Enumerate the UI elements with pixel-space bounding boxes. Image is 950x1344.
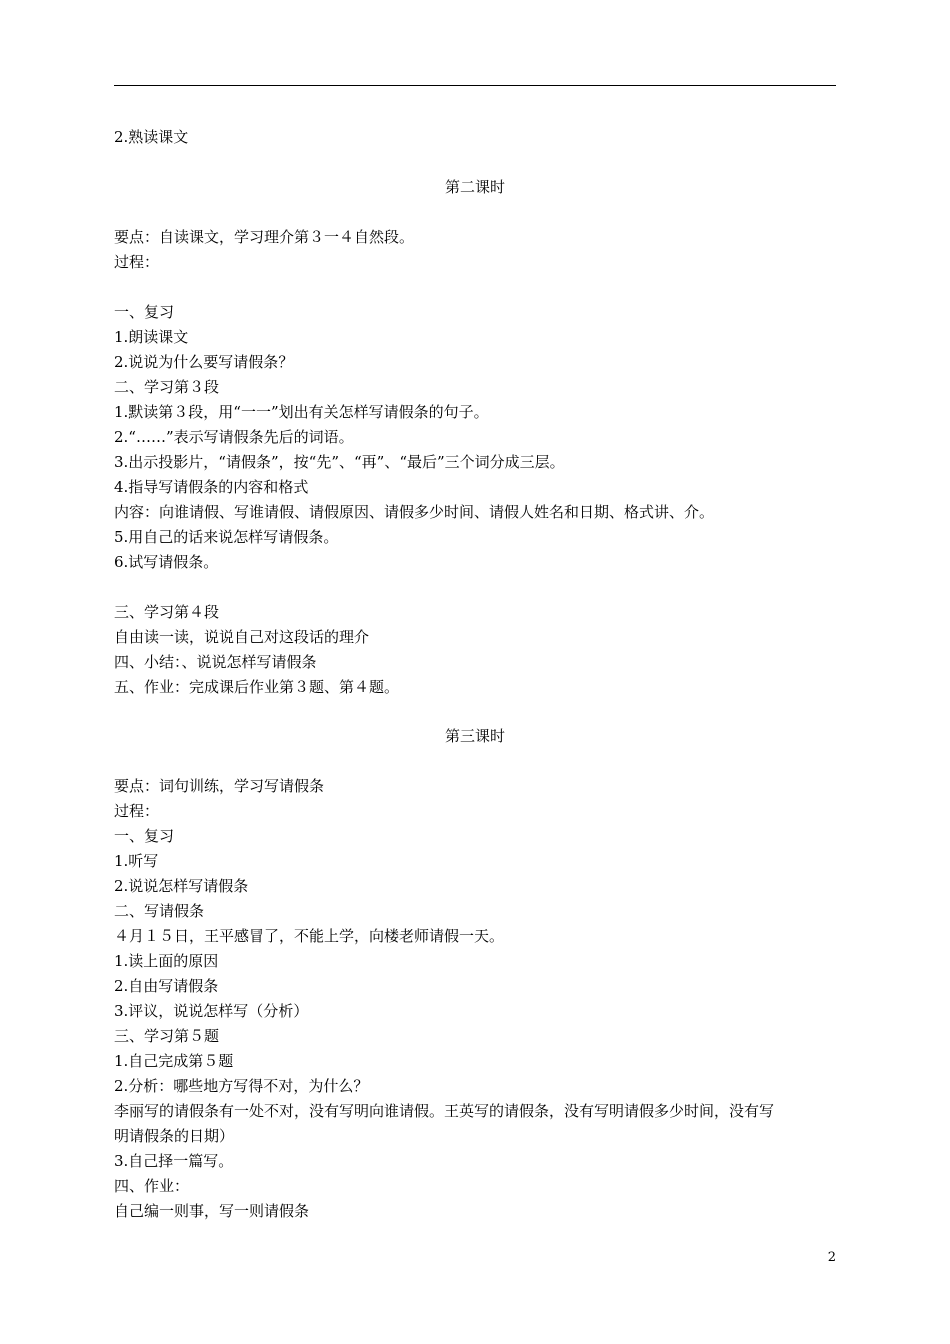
lesson3-line: 2.分析：哪些地方写得不对，为什么？ [114, 1077, 369, 1095]
page-number: 2 [827, 1250, 836, 1265]
lesson2-line: 2.“……”表示写请假条先后的词语。 [114, 428, 354, 446]
lesson2-line: 自由读一读，说说自己对这段话的理介 [114, 628, 370, 646]
lesson2-heading: 第二课时 [444, 178, 505, 196]
lesson2-line: 5.用自己的话来说怎样写请假条。 [114, 528, 339, 546]
lesson2-line: 一、复习 [114, 303, 175, 321]
lesson2-line: 二、学习第３段 [114, 378, 220, 396]
lesson2-line: 三、学习第４段 [114, 603, 220, 621]
lesson2-line: 6.试写请假条。 [114, 553, 219, 571]
lesson3-line: 3.评议，说说怎样写（分析） [114, 1002, 309, 1020]
lesson3-line: 二、写请假条 [114, 902, 205, 920]
lesson3-line: 李丽写的请假条有一处不对，没有写明向谁请假。王英写的请假条，没有写明请假多少时间，没有写 [114, 1102, 775, 1120]
lesson3-line: 1.听写 [114, 852, 159, 870]
lesson2-line: 五、作业：完成课后作业第３题、第４题。 [114, 678, 400, 696]
lesson3-line: 三、学习第５题 [114, 1027, 220, 1045]
lesson2-line: 4.指导写请假条的内容和格式 [114, 478, 309, 496]
lesson3-line: 3.自己择一篇写。 [114, 1152, 234, 1170]
intro-item: 2.熟读课文 [114, 128, 189, 146]
lesson3-line: 1.自己完成第５题 [114, 1052, 234, 1070]
lesson2-line: 1.默读第３段，用“一一”划出有关怎样写请假条的句子。 [114, 403, 489, 421]
lesson3-line: 明请假条的日期） [114, 1127, 235, 1145]
lesson2-line: 四、小结：、说说怎样写请假条 [114, 653, 317, 671]
lesson3-line: 1.读上面的原因 [114, 952, 219, 970]
lesson2-line: 1.朗读课文 [114, 328, 189, 346]
lesson3-line: 过程： [114, 802, 160, 820]
lesson2-line: 3.出示投影片，“请假条”，按“先”、“再”、“最后”三个词分成三层。 [114, 453, 565, 471]
lesson3-line: ４月１５日，王平感冒了，不能上学，向楼老师请假一天。 [114, 927, 505, 945]
lesson3-heading: 第三课时 [444, 727, 505, 745]
lesson3-line: 一、复习 [114, 827, 175, 845]
lesson3-line: 四、作业： [114, 1177, 190, 1195]
lesson3-line: 2.说说怎样写请假条 [114, 877, 249, 895]
lesson2-line: 2.说说为什么要写请假条？ [114, 353, 294, 371]
lesson2-line: 过程： [114, 253, 160, 271]
lesson3-line: 自己编一则事，写一则请假条 [114, 1202, 310, 1220]
lesson3-line: 2.自由写请假条 [114, 977, 219, 995]
lesson2-line: 要点：自读课文，学习理介第３一４自然段。 [114, 228, 415, 246]
lesson2-line: 内容：向谁请假、写谁请假、请假原因、请假多少时间、请假人姓名和日期、格式讲、介。 [114, 503, 715, 521]
lesson3-line: 要点：词句训练，学习写请假条 [114, 777, 325, 795]
header-rule [114, 85, 836, 86]
